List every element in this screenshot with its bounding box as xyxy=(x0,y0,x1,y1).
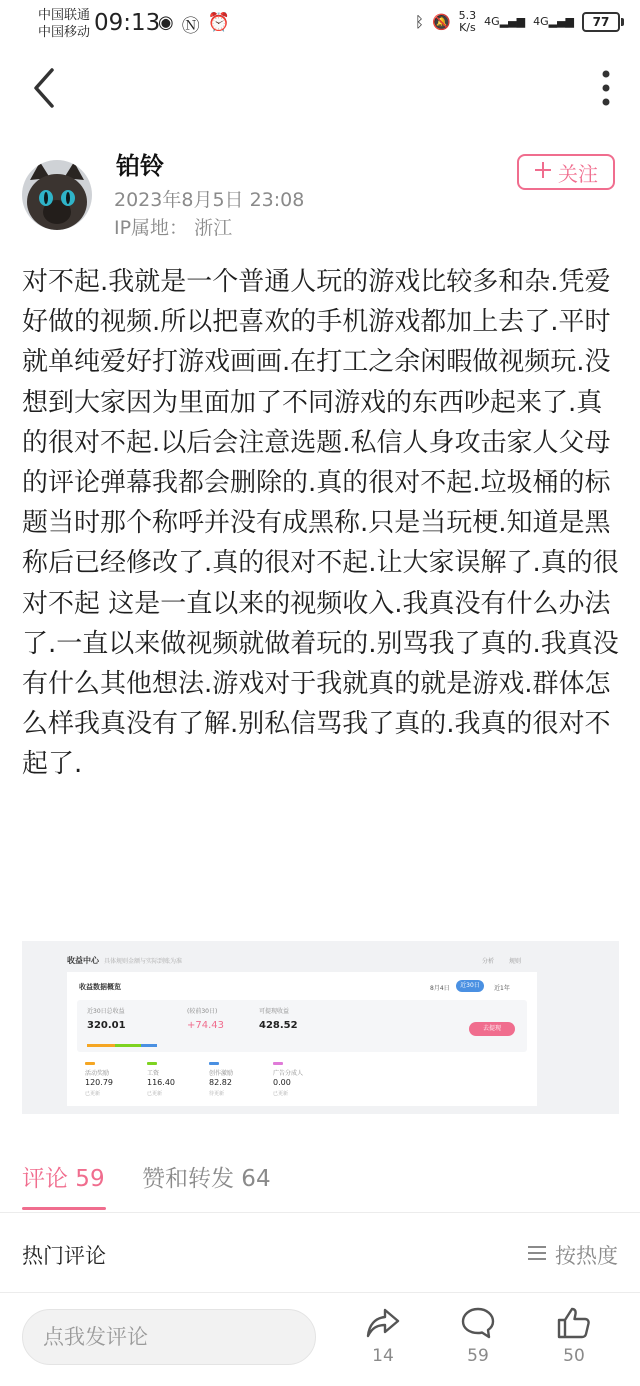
status-icons-left xyxy=(158,12,230,38)
item-label: 创作激励 xyxy=(209,1070,234,1077)
post-image[interactable] xyxy=(22,941,619,1114)
item-value: 116.40 xyxy=(147,1078,175,1087)
item-value: 120.79 xyxy=(85,1078,113,1087)
withdrawable-label: 可提现收益 xyxy=(259,1008,290,1015)
bottom-bar-divider xyxy=(0,1292,640,1293)
item-color-bar xyxy=(209,1062,219,1065)
income-center-subtitle: 具体规则金额与实际到账为准 xyxy=(104,958,183,965)
carrier-2: 中国移动 xyxy=(38,25,91,40)
income-summary-panel xyxy=(77,1000,527,1052)
hot-comments-title: 热门评论 xyxy=(22,1244,106,1268)
share-arrow-icon xyxy=(358,1306,408,1340)
ip-location: IP属地： 浙江 xyxy=(114,217,233,239)
income-color-bar xyxy=(87,1044,157,1047)
net-speed: 5.3 K/s xyxy=(458,9,477,34)
nfc-icon: Ⓝ xyxy=(181,16,200,37)
item-label: 活动奖励 xyxy=(85,1070,110,1077)
tabs-divider xyxy=(0,1212,640,1213)
status-icons-right xyxy=(415,10,620,34)
signal-2-icon: 4G▂▄▆ xyxy=(533,15,574,28)
item-color-bar xyxy=(147,1062,157,1065)
like-count: 50 xyxy=(563,1346,585,1366)
sort-by-hot-button[interactable] xyxy=(527,1240,618,1270)
status-bar xyxy=(0,0,640,48)
item-sub: 已更新 xyxy=(147,1091,163,1097)
carrier-1: 中国联通 xyxy=(38,8,91,23)
mute-icon: 🔕 xyxy=(431,13,451,31)
sort-label: 按热度 xyxy=(555,1244,618,1268)
item-color-bar xyxy=(273,1062,283,1065)
item-color-bar xyxy=(85,1062,95,1065)
tab-likes-reposts[interactable]: 赞和转发 64 xyxy=(142,1166,271,1192)
tab-30-days: 近30日 xyxy=(456,980,484,992)
income-card xyxy=(67,972,537,1106)
carrier-labels xyxy=(38,7,90,41)
alarm-icon: ⏰ xyxy=(207,12,231,33)
item-value: 82.82 xyxy=(209,1078,232,1087)
status-clock: 09:13 xyxy=(94,10,161,36)
comment-bubble-icon xyxy=(453,1306,503,1340)
like-button[interactable] xyxy=(549,1306,599,1366)
income-center-title: 收益中心 xyxy=(67,956,99,965)
withdrawable-value: 428.52 xyxy=(259,1020,298,1031)
total-income-value: 320.01 xyxy=(87,1020,126,1031)
thumbs-up-icon xyxy=(549,1306,599,1340)
sort-lines-icon xyxy=(527,1243,547,1267)
follow-label: 关注 xyxy=(558,161,598,186)
back-arrow-icon[interactable] xyxy=(28,64,68,112)
tab-1-year: 近1年 xyxy=(494,985,510,992)
withdraw-button: 去提现 xyxy=(469,1022,515,1036)
item-sub: 已更新 xyxy=(273,1091,289,1097)
follow-button[interactable] xyxy=(517,154,615,190)
share-count: 14 xyxy=(372,1346,394,1366)
more-options-icon[interactable] xyxy=(596,68,616,108)
tab-active-indicator xyxy=(22,1207,106,1210)
eye-icon: ◉ xyxy=(158,12,174,33)
tab-comments[interactable]: 评论 59 xyxy=(22,1166,105,1192)
rules-link: 规则 xyxy=(509,958,522,965)
analysis-link: 分析 xyxy=(482,958,495,965)
item-value: 0.00 xyxy=(273,1078,291,1087)
income-overview-title: 收益数据概览 xyxy=(79,983,121,991)
income-date: 8月4日 xyxy=(430,985,450,992)
share-button[interactable] xyxy=(358,1306,408,1366)
author-avatar[interactable] xyxy=(22,160,92,230)
author-name[interactable]: 铂铃 xyxy=(116,152,164,180)
bluetooth-icon: ᛒ xyxy=(414,13,424,31)
plus-icon xyxy=(534,160,552,184)
comment-count: 59 xyxy=(467,1346,489,1366)
item-label: 广告分成人 xyxy=(273,1070,304,1077)
comment-button[interactable] xyxy=(453,1306,503,1366)
item-sub: 待更新 xyxy=(209,1091,225,1097)
delta-value: +74.43 xyxy=(187,1020,225,1031)
post-time: 2023年8月5日 23:08 xyxy=(114,189,305,211)
delta-label: (较前30日) xyxy=(187,1008,218,1015)
signal-1-icon: 4G▂▄▆ xyxy=(484,15,526,28)
total-income-label: 近30日总收益 xyxy=(87,1008,125,1015)
item-label: 工资 xyxy=(147,1070,160,1077)
comment-input[interactable]: 点我发评论 xyxy=(22,1309,316,1365)
battery-icon: 77 xyxy=(582,12,620,32)
item-sub: 已更新 xyxy=(85,1091,101,1097)
post-body-text: 对不起.我就是一个普通人玩的游戏比较多和杂.凭爱好做的视频.所以把喜欢的手机游戏都加上去了.平时就单纯爱好打游戏画画.在打工之余闲暇做视频玩.没想到大家因为里面加了不同游戏的东西吵起来了.真的很对不起.以后会注意选题.私信人身攻击家人父母的评论弹幕我都会删除的.真的很对不起.垃圾桶的标题当时那个称呼并没有成黑称.只是当玩梗.知道是黑称后已经修改了.真的很对不起.让大家误解了.真的很对不起 这是一直以来的视频收入.我真没有什么办法了.一直以来做视频就做着玩的.别骂我了真的.我真没有什么其他想法.游戏对于我就真的就是游戏.群体怎么样我真没有了解.别私信骂我了真的.我真的很对不起了. xyxy=(22,267,619,780)
